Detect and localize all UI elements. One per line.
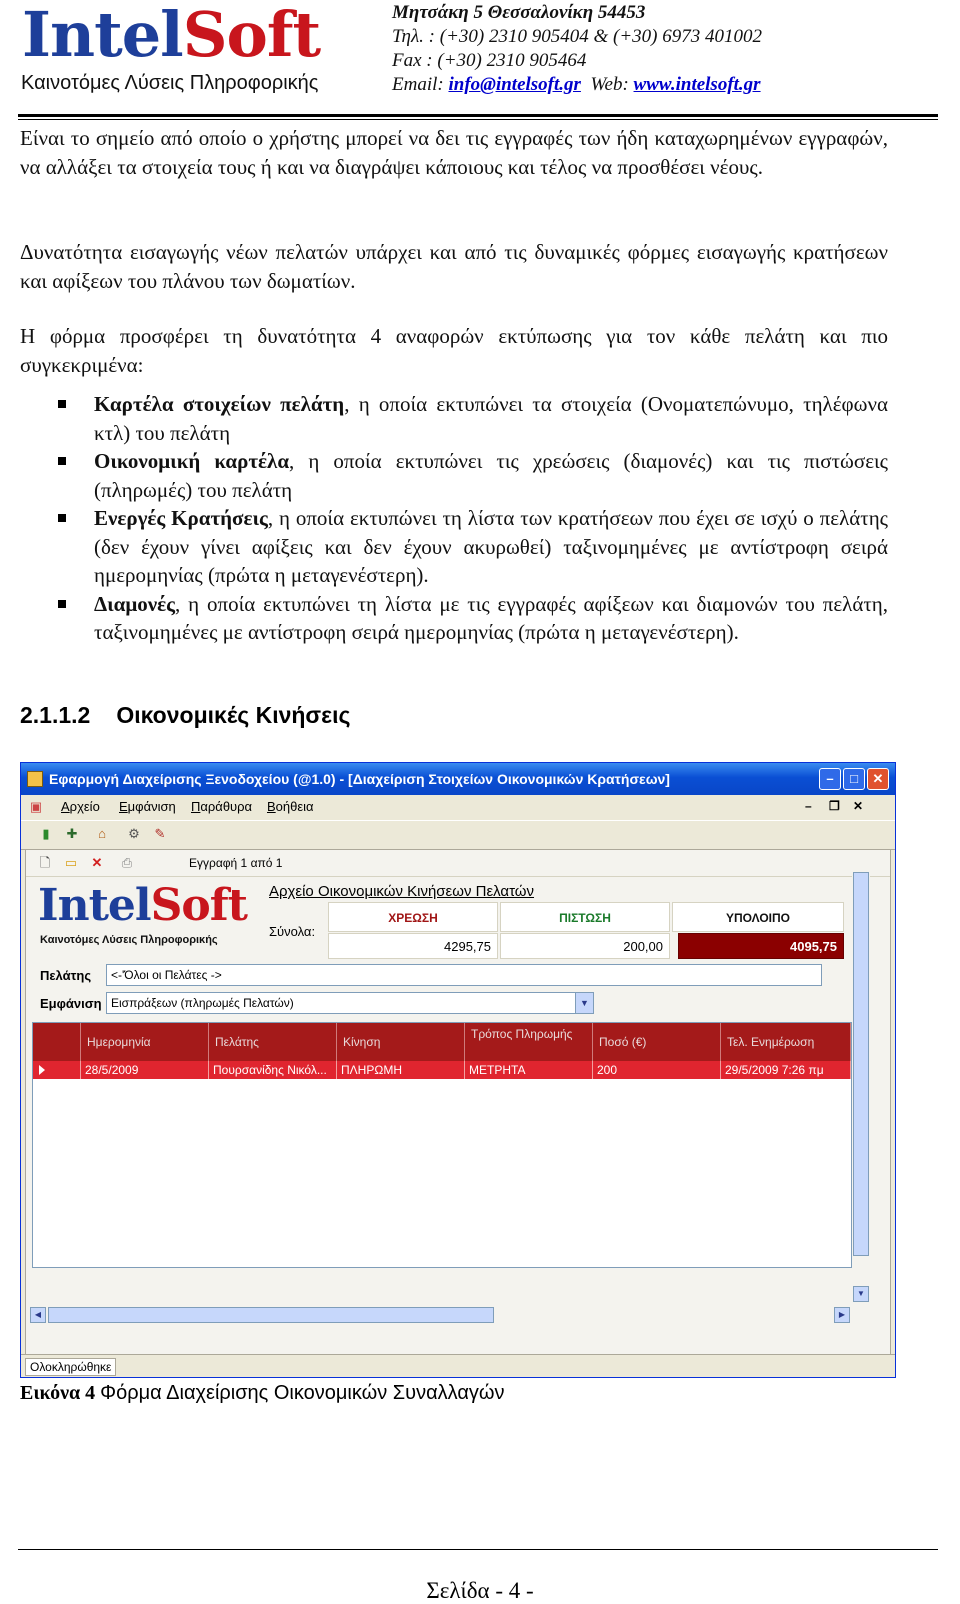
- bullet-square-icon: [58, 600, 66, 608]
- view-label: Εμφάνιση: [40, 996, 102, 1011]
- maximize-icon[interactable]: □: [843, 768, 865, 790]
- web-label: Web:: [590, 74, 629, 95]
- cell-amount[interactable]: 200: [593, 1061, 721, 1079]
- caption-text: Φόρμα Διαχείρισης Οικονομικών Συναλλαγών: [100, 1382, 505, 1404]
- new-icon[interactable]: 🗋: [39, 855, 51, 870]
- cell-date[interactable]: 28/5/2009: [81, 1061, 209, 1079]
- form-logo-soft: Soft: [150, 880, 247, 931]
- bullet-square-icon: [58, 457, 66, 465]
- caption-label: Εικόνα 4: [20, 1382, 96, 1404]
- debit-value: 4295,75: [328, 933, 498, 959]
- cell-customer[interactable]: Πουρσανίδης Νικόλ...: [209, 1061, 337, 1079]
- list-item-term: Οικονομική καρτέλα: [94, 449, 290, 473]
- document-menu-icon: ▣: [29, 799, 43, 814]
- table-row[interactable]: [33, 1061, 851, 1079]
- phone: Τηλ. : (+30) 2310 905404 & (+30) 6973 401002: [392, 26, 762, 47]
- status-text: Ολοκληρώθηκε: [25, 1358, 116, 1376]
- row-selector-header: [33, 1023, 81, 1061]
- row-pointer-icon: [39, 1065, 45, 1075]
- section-heading: [20, 702, 350, 729]
- list-item-term: Ενεργές Κρατήσεις: [94, 506, 268, 530]
- list-item: [58, 590, 888, 647]
- window-title: Εφαρμογή Διαχείρισης Ξενοδοχείου (@1.0) - [Διαχείριση Στοιχείων Οικονομικών Κρατήσεων]: [49, 771, 670, 787]
- company-tagline: Καινοτόμες Λύσεις Πληροφορικής: [21, 72, 319, 94]
- list-item-term: Καρτέλα στοιχείων πελάτη: [94, 392, 345, 416]
- form-logo-intel: Intel: [38, 880, 151, 931]
- open-folder-icon[interactable]: ▭: [64, 855, 78, 870]
- list-item-text: , η οποία εκτυπώνει τα στοιχεία (Ονοματεπώνυμο, τηλέφωνα κτλ) του πελάτη: [94, 392, 888, 445]
- horizontal-scroll-thumb[interactable]: [48, 1307, 494, 1323]
- col-movement[interactable]: Κίνηση: [337, 1023, 465, 1061]
- cell-payment-method[interactable]: ΜΕΤΡΗΤΑ: [465, 1061, 593, 1079]
- list-item: [58, 504, 888, 590]
- fax: Fax : (+30) 2310 905464: [392, 50, 587, 71]
- figure-caption: [20, 1382, 505, 1405]
- main-toolbar: [21, 820, 895, 850]
- totals-label: Σύνολα:: [269, 924, 316, 939]
- bullet-square-icon: [58, 400, 66, 408]
- chevron-down-icon[interactable]: ▼: [575, 993, 593, 1013]
- tools-icon[interactable]: ⚙: [128, 826, 140, 841]
- status-bar: [21, 1354, 895, 1377]
- col-customer[interactable]: Πελάτης: [209, 1023, 337, 1061]
- customer-field[interactable]: <-'Όλοι οι Πελάτες ->: [106, 964, 822, 986]
- header-rule-thick: [18, 114, 938, 117]
- footer-rule: [18, 1549, 938, 1550]
- cell-last-update[interactable]: 29/5/2009 7:26 πμ: [721, 1061, 851, 1079]
- logo-intel-text: Intel: [22, 0, 183, 71]
- logo-soft-text: Soft: [182, 0, 321, 71]
- menu-view[interactable]: Εμφάνιση: [119, 799, 176, 814]
- email-link[interactable]: info@intelsoft.gr: [448, 74, 581, 95]
- debit-header: ΧΡΕΩΣΗ: [328, 902, 498, 932]
- mdi-close-icon[interactable]: ✕: [853, 799, 864, 813]
- print-icon[interactable]: ⎙: [121, 855, 133, 870]
- mdi-minimize-icon[interactable]: –: [805, 799, 812, 813]
- form-logo-tagline: Καινοτόμες Λύσεις Πληροφορικής: [40, 934, 218, 946]
- credit-value: 200,00: [500, 933, 670, 959]
- row-selector[interactable]: [33, 1061, 81, 1079]
- report-list: [58, 390, 888, 647]
- transactions-grid: [32, 1022, 852, 1268]
- col-date[interactable]: Ημερομηνία: [81, 1023, 209, 1061]
- list-item-text: , η οποία εκτυπώνει τις χρεώσεις (διαμονές) και τις πιστώσεις (πληρωμές) του πελάτη: [94, 449, 888, 502]
- header-rule-thin: [18, 119, 938, 120]
- bullet-square-icon: [58, 514, 66, 522]
- scroll-right-icon[interactable]: ▶: [834, 1307, 850, 1323]
- menu-file[interactable]: Αρχείο: [61, 799, 100, 814]
- section-title: Οικονομικές Κινήσεις: [116, 702, 351, 728]
- list-item-text: , η οποία εκτυπώνει τη λίστα των κρατήσεων που έχει σε ισχύ ο πελάτης (δεν έχουν γίνει αφίξεις και δεν έχουν ακυρωθεί) ταξινομημένες με αντίστροφη σειρά ημερομηνίας (πρώτα η μεταγενέστερη).: [94, 506, 888, 587]
- intelsoft-logo: [22, 0, 322, 71]
- paragraph-3: Η φόρμα προσφέρει τη δυνατότητα 4 αναφορών εκτύπωσης για τον κάθε πελάτη και πιο συγκεκριμένα:: [20, 324, 888, 377]
- col-last-update[interactable]: Τελ. Ενημέρωση: [721, 1023, 851, 1061]
- users-icon[interactable]: ✚: [66, 826, 78, 841]
- home-icon[interactable]: ⌂: [98, 826, 106, 841]
- menubar: [21, 795, 895, 819]
- book-icon[interactable]: ▮: [42, 826, 50, 841]
- view-select-value: Εισπράξεων (πληρωμές Πελατών): [111, 996, 294, 1010]
- credit-header: ΠΙΣΤΩΣΗ: [500, 902, 670, 932]
- list-item: [58, 447, 888, 504]
- paragraph-1: Είναι το σημείο από οποίο ο χρήστης μπορεί να δει τις εγγραφές των ήδη καταχωρημένων εγγραφών, να αλλάξει τα στοιχεία τους ή και να διαγράψει κάποιους και τέλος να προσθέσει νέους.: [20, 126, 888, 179]
- list-item: [58, 390, 888, 447]
- col-amount[interactable]: Ποσό (€): [593, 1023, 721, 1061]
- scroll-down-icon[interactable]: ▼: [853, 1286, 869, 1302]
- child-window: [25, 849, 891, 1355]
- view-select[interactable]: [106, 992, 594, 1014]
- notes-icon[interactable]: ✎: [154, 826, 166, 841]
- balance-header: ΥΠΟΛΟΙΠΟ: [672, 902, 844, 932]
- app-screenshot: [20, 762, 896, 1378]
- cell-movement[interactable]: ΠΛΗΡΩΜΗ: [337, 1061, 465, 1079]
- form-title: Αρχείο Οικονομικών Κινήσεων Πελατών: [269, 883, 535, 900]
- page-number: Σελίδα - 4 -: [426, 1578, 534, 1603]
- contact-block: [392, 1, 952, 97]
- address: Μητσάκη 5 Θεσσαλονίκη 54453: [392, 2, 646, 23]
- email-label: Email:: [392, 74, 444, 95]
- window-titlebar: [21, 763, 895, 795]
- horizontal-scrollbar[interactable]: [30, 1306, 850, 1324]
- app-icon: [27, 771, 43, 787]
- list-item-text: , η οποία εκτυπώνει τη λίστα με τις εγγραφές αφίξεων και διαμονών του πελάτη, ταξινομημένες με αντίστροφη σειρά ημερομηνίας (πρώτα η μεταγενέστερη).: [94, 591, 888, 644]
- paragraph-2: Δυνατότητα εισαγωγής νέων πελατών υπάρχει και από τις δυναμικές φόρμες εισαγωγής κρατήσεων και αφίξεων του πλάνου των δωματίων.: [20, 240, 888, 293]
- section-number: 2.1.1.2: [20, 702, 91, 728]
- menu-windows[interactable]: Παράθυρα: [191, 799, 253, 814]
- vertical-scrollbar[interactable]: [852, 850, 870, 1322]
- vertical-scroll-thumb[interactable]: [853, 872, 869, 1256]
- record-toolbar: [26, 850, 890, 877]
- close-icon[interactable]: ✕: [867, 768, 889, 790]
- web-link[interactable]: www.intelsoft.gr: [633, 74, 761, 95]
- scroll-left-icon[interactable]: ◀: [30, 1307, 46, 1323]
- minimize-icon[interactable]: –: [819, 768, 841, 790]
- email-web-line: [392, 73, 952, 97]
- mdi-restore-icon[interactable]: ❐: [829, 799, 840, 813]
- form-logo: [38, 882, 247, 930]
- delete-icon[interactable]: ✕: [91, 855, 103, 870]
- col-payment-method[interactable]: Τρόπος Πληρωμής: [465, 1023, 593, 1061]
- list-item-term: Διαμονές: [94, 591, 176, 616]
- menu-help[interactable]: Βοήθεια: [267, 799, 314, 814]
- record-counter: Εγγραφή 1 από 1: [189, 856, 283, 870]
- grid-header: [33, 1023, 851, 1061]
- customer-label: Πελάτης: [40, 968, 92, 983]
- balance-value: 4095,75: [678, 933, 844, 959]
